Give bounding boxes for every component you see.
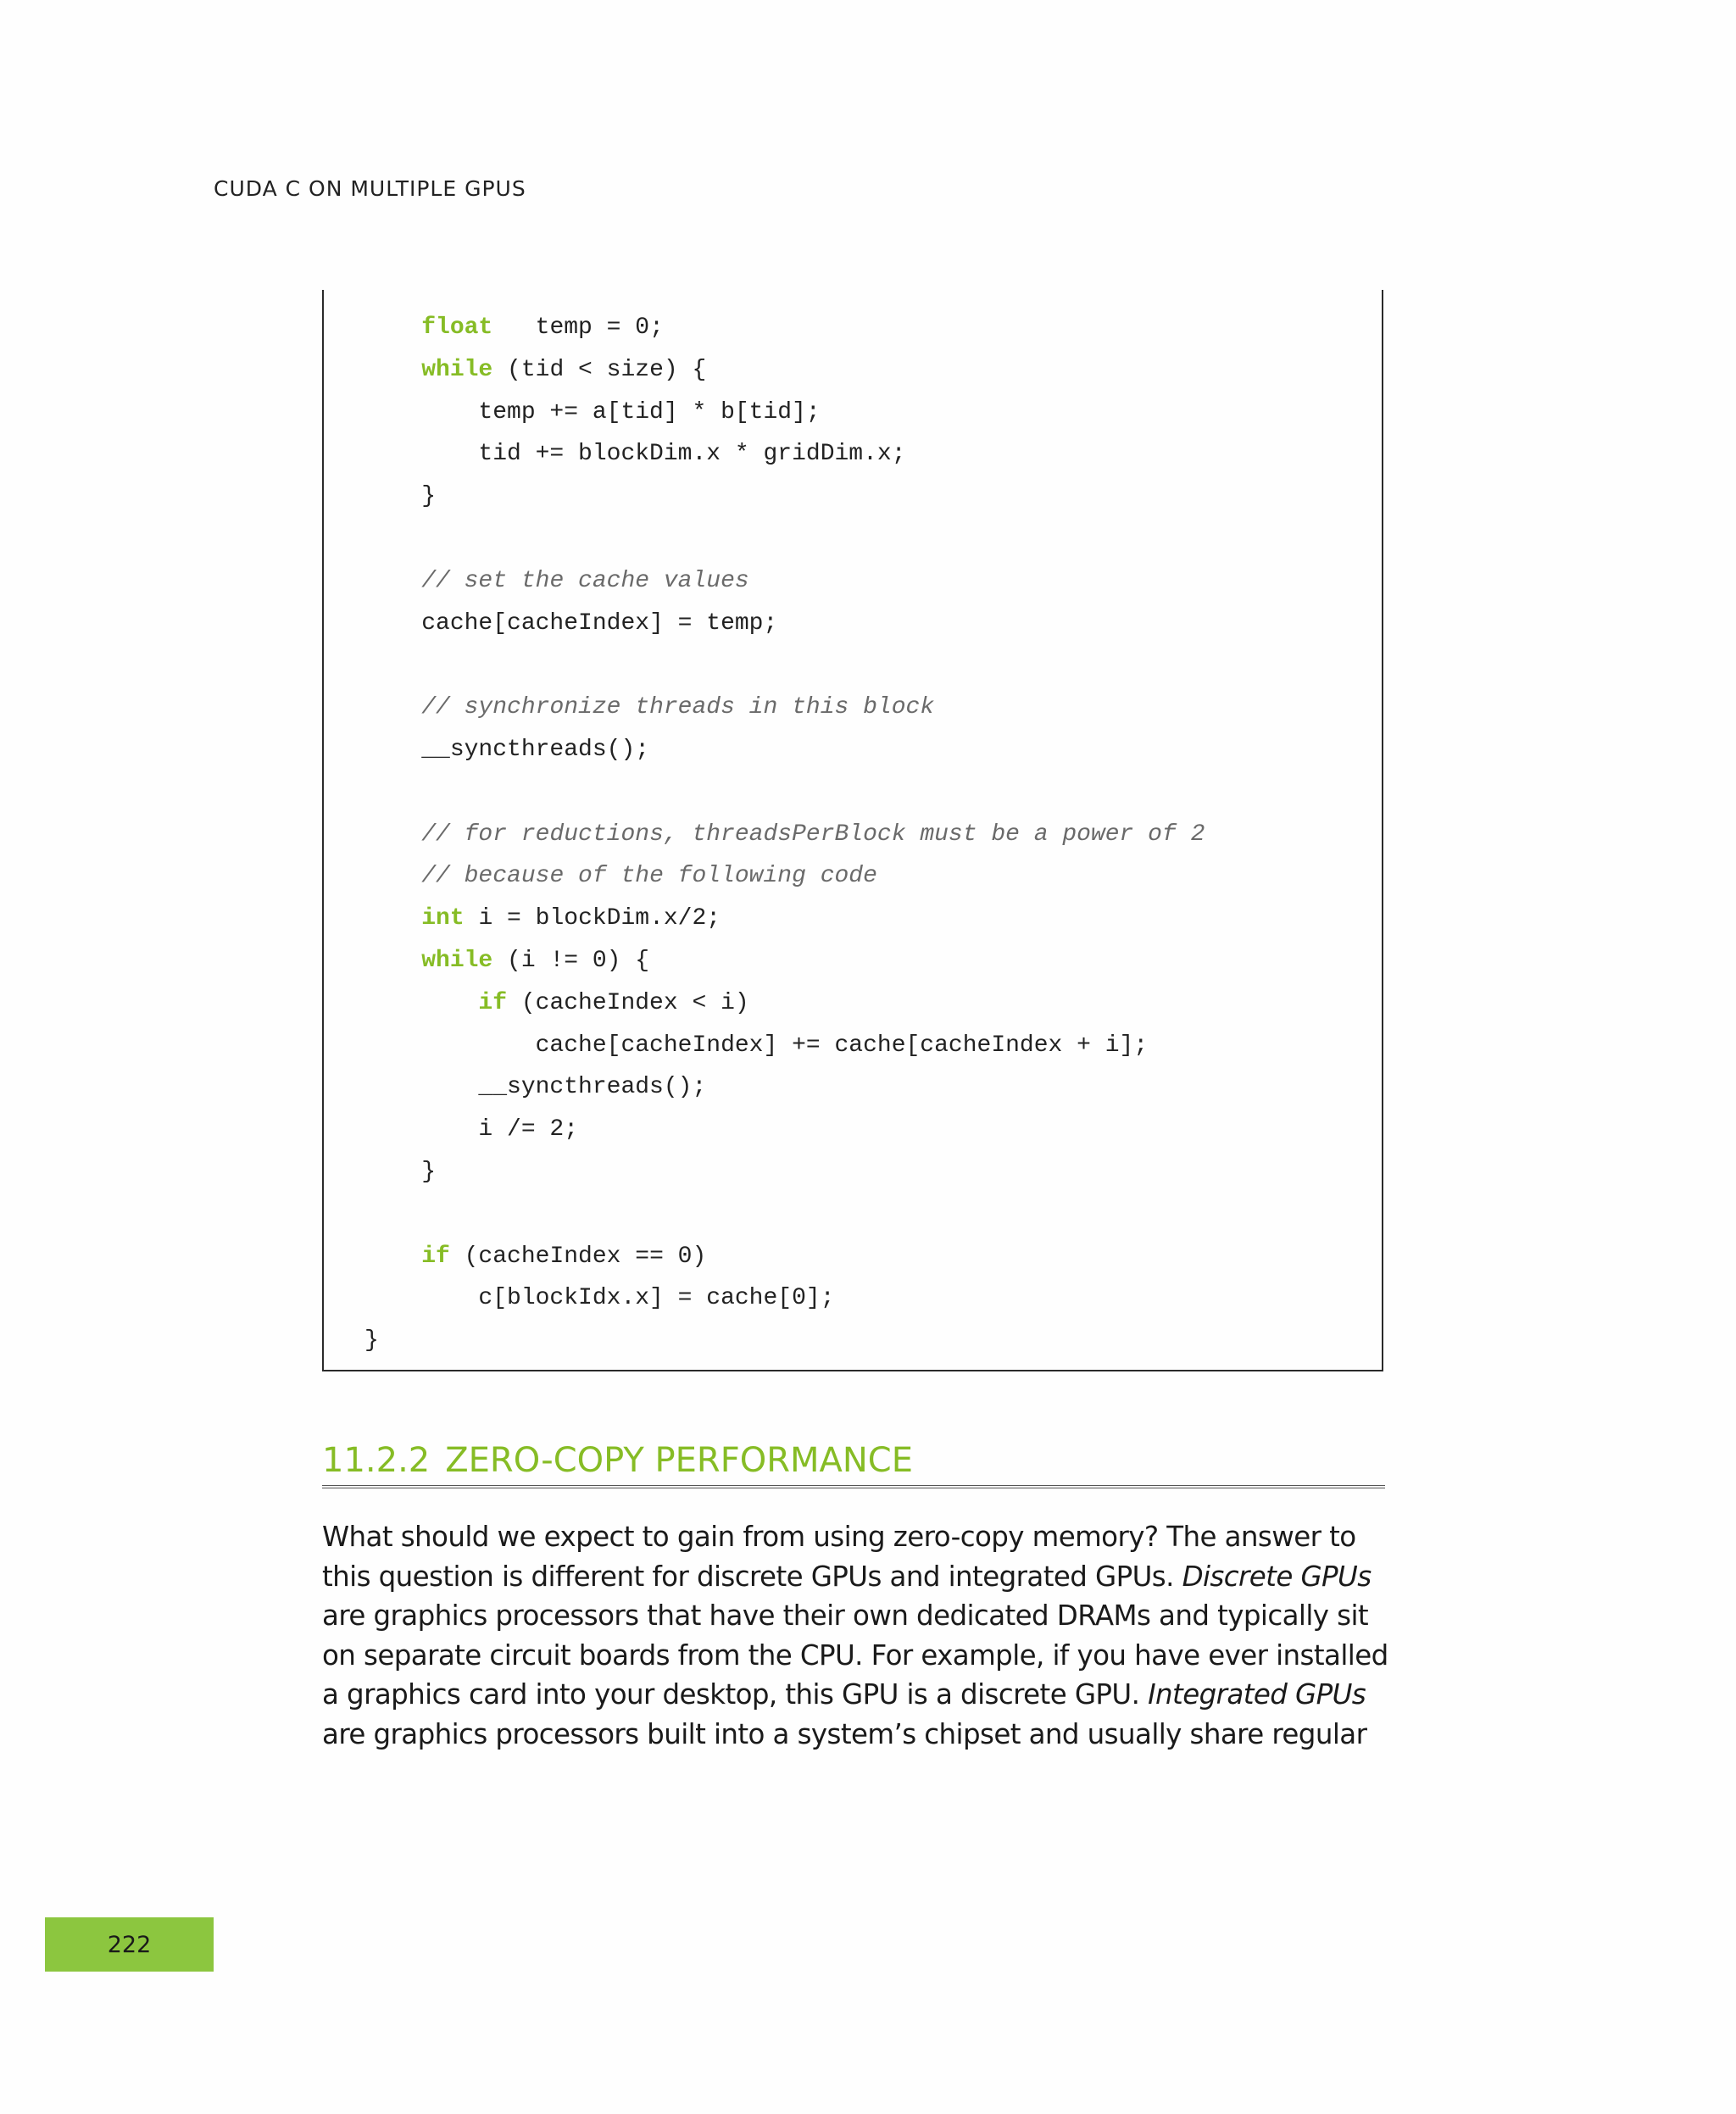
code-text: }: [364, 483, 437, 510]
code-line: [364, 476, 1205, 518]
code-text: (cacheIndex < i): [507, 989, 749, 1016]
code-text: [364, 990, 478, 1016]
code-line: [364, 1236, 1205, 1278]
body-text-run: What should we expect to gain from using zero-copy memory? The answer to: [322, 1521, 1356, 1553]
running-head: CUDA C ON MULTIPLE GPUS: [214, 176, 526, 201]
code-keyword: if: [421, 1243, 450, 1270]
code-text: (cacheIndex == 0): [449, 1243, 707, 1270]
code-line: [364, 898, 1205, 940]
code-text: [364, 948, 421, 974]
code-keyword: while: [421, 947, 493, 974]
code-text: [364, 863, 421, 889]
code-text: (tid < size) {: [492, 356, 707, 383]
code-keyword: while: [421, 356, 493, 383]
code-text: (i != 0) {: [492, 947, 650, 974]
code-line: [364, 603, 1205, 645]
code-line: [364, 771, 1205, 814]
code-text: __syncthreads();: [364, 1074, 707, 1101]
body-text-run: a graphics card into your desktop, this GPU is a discrete GPU.: [322, 1678, 1149, 1711]
body-text-run: this question is different for discrete GPUs and integrated GPUs.: [322, 1560, 1182, 1593]
code-line: [364, 855, 1205, 898]
code-comment: // because of the following code: [421, 863, 877, 890]
code-line: [364, 433, 1205, 476]
code-text: temp = 0;: [492, 314, 664, 341]
body-text-run: are graphics processors built into a system’s chipset and usually share regular: [322, 1717, 1367, 1750]
code-text: }: [364, 1327, 379, 1355]
body-paragraph: [322, 1517, 1388, 1754]
body-line: [322, 1675, 1385, 1715]
code-text: cache[cacheIndex] = temp;: [364, 609, 778, 637]
code-text: [364, 314, 421, 341]
body-line: [322, 1715, 1385, 1755]
code-keyword: if: [478, 989, 508, 1016]
code-line: [364, 729, 1205, 771]
page-number: 222: [107, 1931, 152, 1958]
code-text: i /= 2;: [364, 1116, 579, 1143]
code-line: [364, 518, 1205, 560]
code-text: }: [364, 1158, 437, 1185]
code-text: [364, 1243, 421, 1270]
code-text: [364, 568, 421, 594]
emphasized-term: Integrated GPUs: [1148, 1678, 1366, 1711]
code-comment: // synchronize threads in this block: [421, 694, 935, 721]
code-comment: // for reductions, threadsPerBlock must be a power of 2: [421, 821, 1205, 848]
code-line: [364, 1320, 1205, 1362]
code-text: __syncthreads();: [364, 736, 650, 763]
body-line: [322, 1596, 1385, 1636]
code-line: [364, 1025, 1205, 1067]
code-text: c[blockIdx.x] = cache[0];: [364, 1285, 835, 1312]
code-keyword: float: [421, 314, 493, 341]
body-line: [322, 1517, 1385, 1557]
code-line: [364, 1193, 1205, 1236]
code-text: [364, 821, 421, 848]
code-line: [364, 560, 1205, 603]
code-line: [364, 644, 1205, 687]
code-keyword: int: [421, 905, 465, 932]
code-line: [364, 982, 1205, 1025]
code-line: [364, 814, 1205, 856]
code-text: [364, 357, 421, 383]
code-line: [364, 1277, 1205, 1320]
body-line: [322, 1636, 1388, 1676]
body-text-run: are graphics processors that have their own dedicated DRAMs and typically sit: [322, 1599, 1369, 1632]
code-comment: // set the cache values: [421, 567, 749, 594]
body-text-run: on separate circuit boards from the CPU. For example, if you have ever installed: [322, 1638, 1388, 1672]
code-line: [364, 687, 1205, 729]
code-line: [364, 349, 1205, 392]
code-text: [364, 694, 421, 720]
code-text: [364, 905, 421, 932]
code-text: temp += a[tid] * b[tid];: [364, 398, 821, 426]
code-text: cache[cacheIndex] += cache[cacheIndex + i];: [364, 1032, 1149, 1059]
emphasized-term: Discrete GPUs: [1182, 1560, 1372, 1593]
section-title: ZERO-COPY PERFORMANCE: [445, 1441, 914, 1480]
code-line: [364, 940, 1205, 982]
code-block: [364, 307, 1205, 1362]
code-line: [364, 392, 1205, 434]
code-text: i = blockDim.x/2;: [464, 905, 721, 932]
code-listing: [322, 290, 1383, 1371]
code-line: [364, 1109, 1205, 1151]
section-heading: [322, 1441, 1385, 1488]
page-number-tab: [45, 1917, 214, 1972]
code-line: [364, 1066, 1205, 1109]
section-number: 11.2.2: [322, 1441, 431, 1480]
code-text: tid += blockDim.x * gridDim.x;: [364, 441, 906, 468]
code-line: [364, 1151, 1205, 1193]
code-line: [364, 307, 1205, 349]
body-line: [322, 1557, 1385, 1597]
